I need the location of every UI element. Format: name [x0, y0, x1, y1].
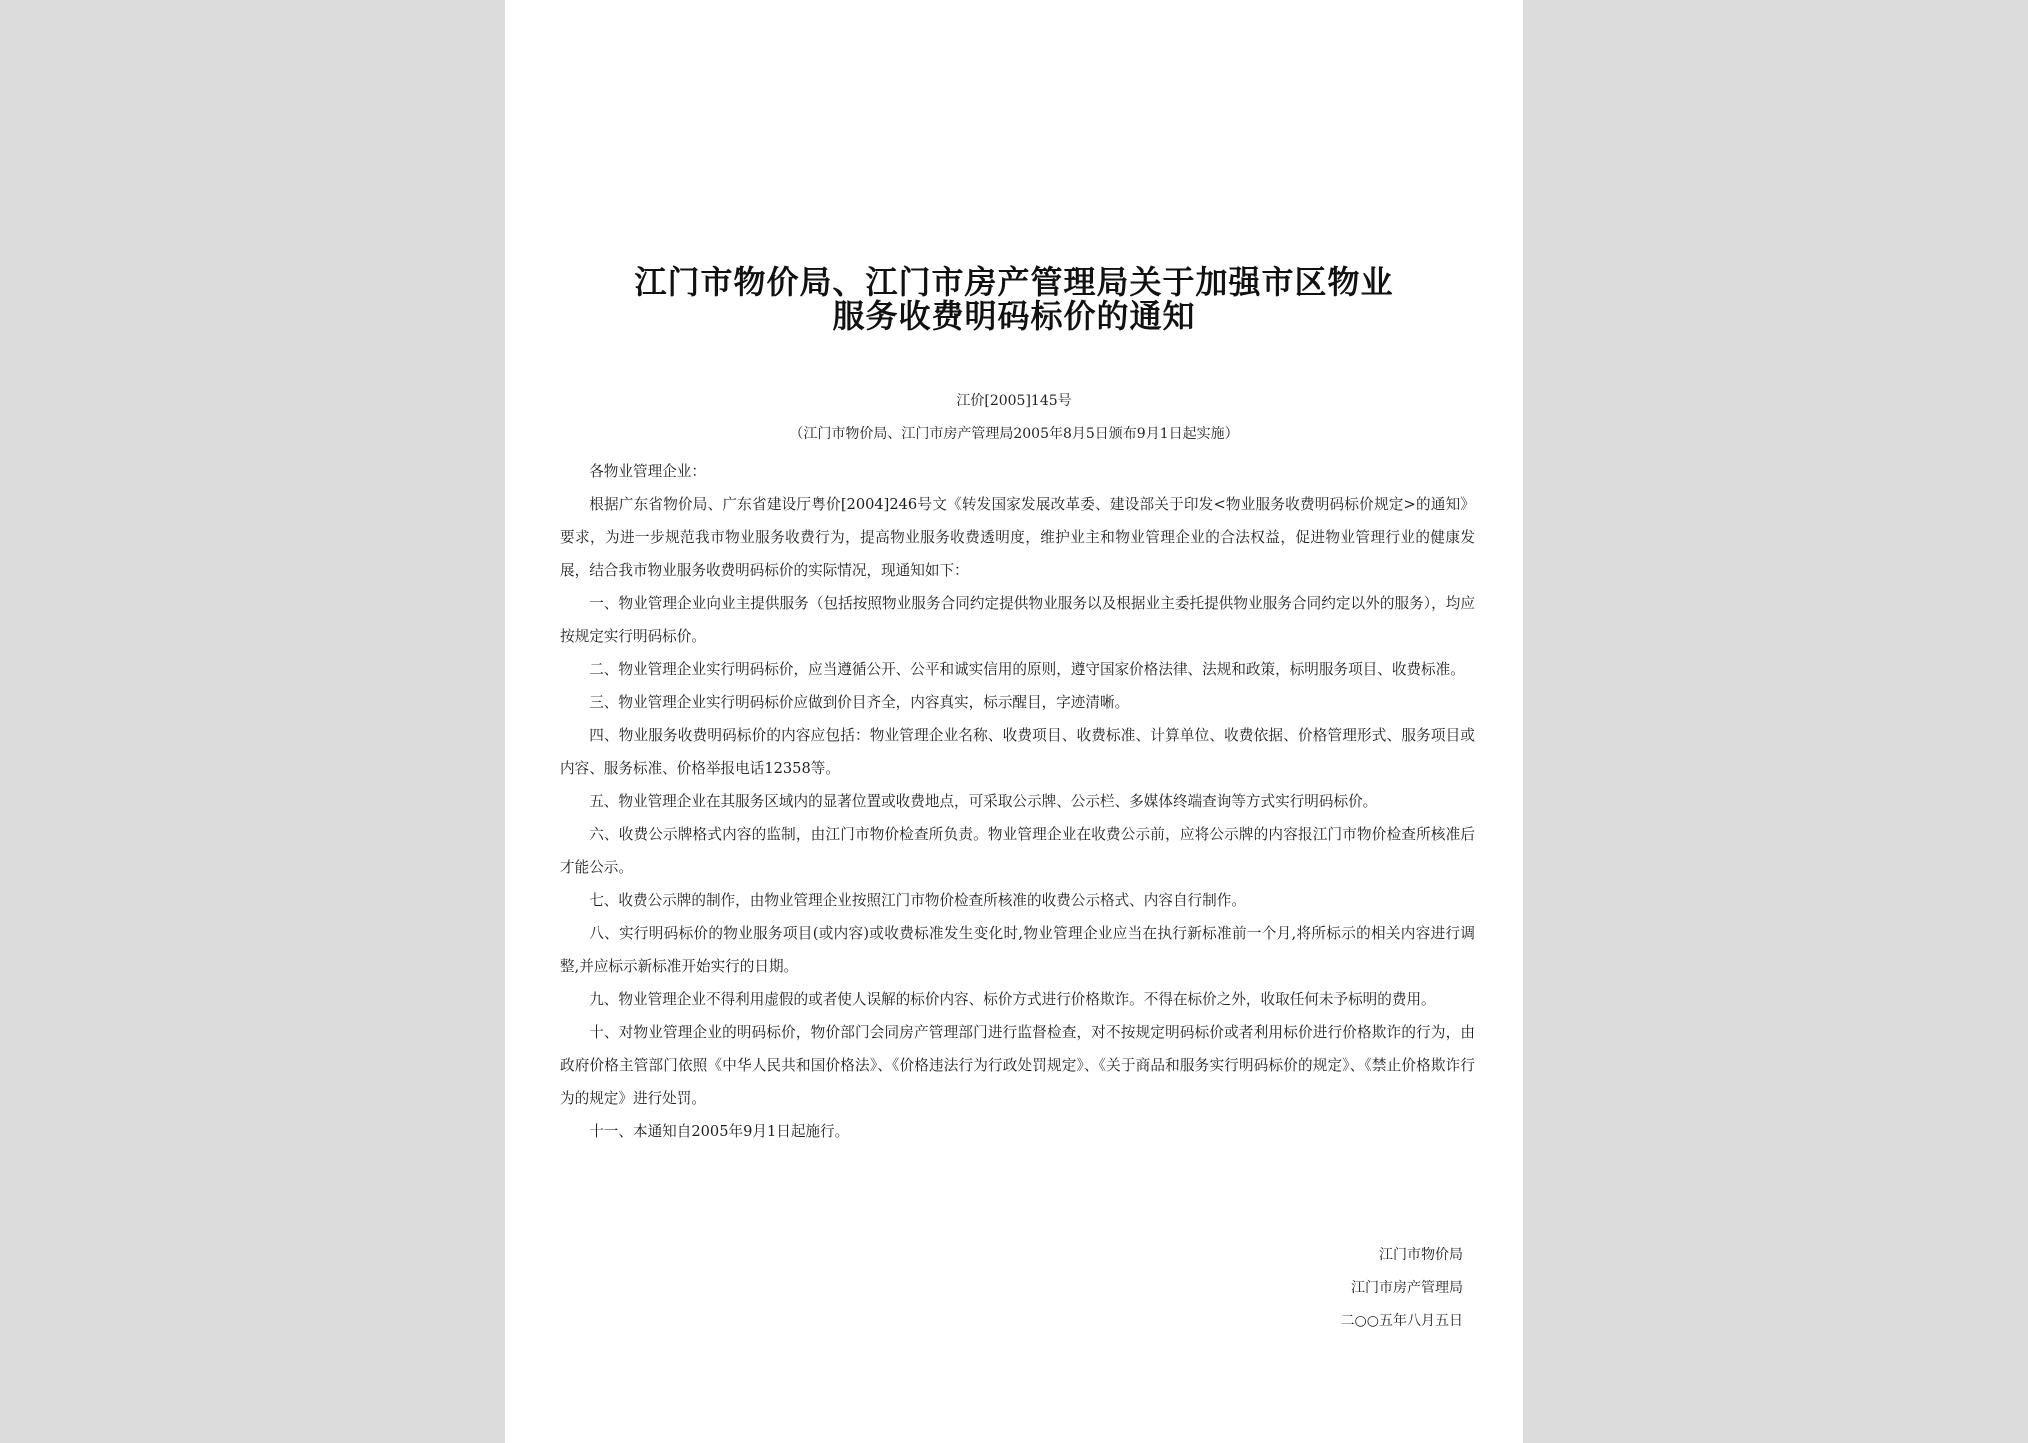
signatory-housing-bureau: 江门市房产管理局 — [1351, 1280, 1463, 1296]
paragraph-preamble: 根据广东省物价局、广东省建设厅粤价[2004]246号文《转发国家发展改革委、建设部关于印发<物业服务收费明码标价规定>的通知》要求，为进一步规范我市物业服务收费行为，提高物业服务收费透明度，维护业主和物业管理企业的合法权益，促进物业管理行业的健康发展，结合我市物业服务收费明码标价的实际情况，现通知如下： — [560, 496, 1475, 579]
paragraph-item-9: 九、物业管理企业不得利用虚假的或者使人误解的标价内容、标价方式进行价格欺诈。不得在标价之外，收取任何未予标明的费用。 — [589, 991, 1436, 1008]
document-page — [505, 0, 1523, 1443]
document-number: 江价[2005]145号 — [956, 393, 1072, 409]
document-title-line-1: 江门市物价局、江门市房产管理局关于加强市区物业 — [634, 263, 1394, 301]
paragraph-item-5: 五、物业管理企业在其服务区域内的显著位置或收费地点，可采取公示牌、公示栏、多媒体终端查询等方式实行明码标价。 — [589, 793, 1378, 810]
issuance-note: （江门市物价局、江门市房产管理局2005年8月5日颁布9月1日起实施） — [789, 426, 1239, 442]
paragraph-item-1: 一、物业管理企业向业主提供服务（包括按照物业服务合同约定提供物业服务以及根据业主委托提供物业服务合同约定以外的服务），均应按规定实行明码标价。 — [560, 595, 1475, 645]
document-body — [560, 455, 1475, 1148]
paragraph-item-3: 三、物业管理企业实行明码标价应做到价目齐全，内容真实，标示醒目，字迹清晰。 — [589, 694, 1130, 711]
paragraph-item-6: 六、收费公示牌格式内容的监制，由江门市物价检查所负责。物业管理企业在收费公示前，应将公示牌的内容报江门市物价检查所核准后才能公示。 — [560, 826, 1475, 876]
document-title-line-2: 服务收费明码标价的通知 — [832, 297, 1196, 335]
paragraph-item-7: 七、收费公示牌的制作，由物业管理企业按照江门市物价检查所核准的收费公示格式、内容自行制作。 — [589, 892, 1246, 909]
issue-date: 二○○五年八月五日 — [1340, 1313, 1463, 1329]
paragraph-item-4: 四、物业服务收费明码标价的内容应包括：物业管理企业名称、收费项目、收费标准、计算单位、收费依据、价格管理形式、服务项目或内容、服务标准、价格举报电话12358等。 — [560, 727, 1475, 777]
signatory-price-bureau: 江门市物价局 — [1379, 1247, 1463, 1263]
paragraph-item-10: 十、对物业管理企业的明码标价，物价部门会同房产管理部门进行监督检查，对不按规定明码标价或者利用标价进行价格欺诈的行为，由政府价格主管部门依照《中华人民共和国价格法》、《价格违法行为行政处罚规定》、《关于商品和服务实行明码标价的规定》、《禁止价格欺诈行为的规定》进行处罚。 — [560, 1024, 1475, 1107]
addressee: 各物业管理企业： — [589, 463, 706, 480]
paragraph-item-8: 八、实行明码标价的物业服务项目(或内容)或收费标准发生变化时,物业管理企业应当在执行新标准前一个月,将所标示的相关内容进行调整,并应标示新标准开始实行的日期。 — [560, 925, 1475, 975]
paragraph-item-2: 二、物业管理企业实行明码标价，应当遵循公开、公平和诚实信用的原则，遵守国家价格法律、法规和政策，标明服务项目、收费标准。 — [589, 661, 1465, 678]
paragraph-item-11: 十一、本通知自2005年9月1日起施行。 — [589, 1123, 850, 1140]
